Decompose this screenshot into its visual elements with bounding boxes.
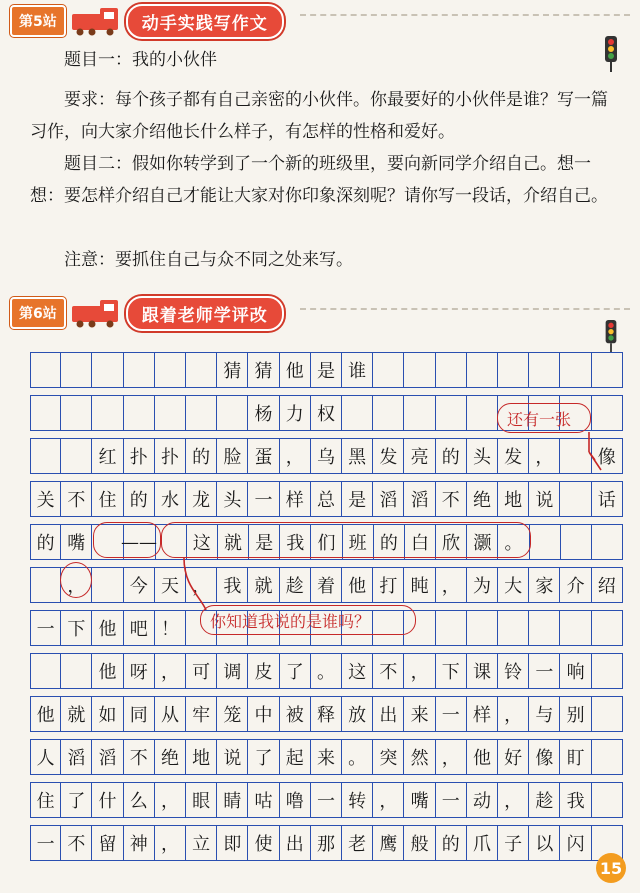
grid-cell: 可 [186, 654, 217, 688]
grid-cell: 留 [92, 826, 123, 860]
grid-cell: 他 [30, 697, 61, 731]
grid-row [30, 481, 623, 517]
grid-cell [592, 396, 623, 430]
grid-cell: 般 [404, 826, 435, 860]
grid-cell [124, 353, 155, 387]
grid-cell: 一 [30, 611, 61, 645]
grid-cell: 发 [373, 439, 404, 473]
grid-cell: 然 [404, 740, 435, 774]
grid-cell: 像 [529, 740, 560, 774]
grid-cell [61, 353, 92, 387]
grid-cell: 滔 [373, 482, 404, 516]
grid-cell: 出 [373, 697, 404, 731]
grid-cell: 来 [311, 740, 342, 774]
grid-cell [373, 396, 404, 430]
grid-cell: ， [373, 783, 404, 817]
grid-cell: 的 [374, 525, 405, 559]
grid-cell: 不 [436, 482, 467, 516]
track-divider [300, 14, 630, 22]
grid-cell: 一 [529, 654, 560, 688]
grid-cell: 样 [280, 482, 311, 516]
grid-cell: ， [404, 654, 435, 688]
grid-cell: 动 [467, 783, 498, 817]
grid-cell [592, 611, 623, 645]
grid-cell: 盹 [404, 568, 435, 602]
grid-cell [530, 525, 561, 559]
grid-cell [592, 654, 623, 688]
grid-cell: 以 [529, 826, 560, 860]
grid-cell [155, 353, 186, 387]
grid-cell: 欣 [436, 525, 467, 559]
grid-cell: 老 [342, 826, 373, 860]
grid-cell: 立 [186, 826, 217, 860]
grid-row [30, 567, 623, 603]
grid-cell: 一 [436, 697, 467, 731]
grid-cell: 说 [529, 482, 560, 516]
station6-banner [10, 296, 284, 330]
grid-cell: 笼 [217, 697, 248, 731]
grid-cell: 嘴 [404, 783, 435, 817]
station6-label: 第6站 [10, 297, 66, 329]
grid-cell: 爪 [467, 826, 498, 860]
grid-cell: 发 [498, 439, 529, 473]
grid-cell: ， [498, 783, 529, 817]
grid-cell: 我 [280, 525, 311, 559]
grid-cell [61, 654, 92, 688]
grid-cell: 白 [405, 525, 436, 559]
grid-cell [30, 654, 61, 688]
grid-cell: 一 [436, 783, 467, 817]
grid-cell: 权 [311, 396, 342, 430]
grid-cell: 滔 [61, 740, 92, 774]
grid-cell: 红 [92, 439, 123, 473]
grid-cell [217, 396, 248, 430]
grid-cell: 不 [124, 740, 155, 774]
grid-cell: ， [280, 439, 311, 473]
station5-banner [10, 4, 284, 38]
grid-cell: 趁 [280, 568, 311, 602]
grid-cell [92, 353, 123, 387]
grid-cell [560, 353, 591, 387]
grid-cell: 了 [280, 654, 311, 688]
grid-cell: 今 [124, 568, 155, 602]
grid-cell: 出 [280, 826, 311, 860]
grid-cell [592, 697, 623, 731]
grid-cell: 不 [373, 654, 404, 688]
grid-cell: 我 [560, 783, 591, 817]
grid-cell: ， [61, 568, 92, 602]
grid-cell: 课 [467, 654, 498, 688]
grid-cell: 咕 [248, 783, 279, 817]
grid-cell: 打 [373, 568, 404, 602]
grid-cell [592, 353, 623, 387]
grid-cell: 头 [467, 439, 498, 473]
grid-cell: ， [436, 568, 467, 602]
grid-cell [467, 353, 498, 387]
grid-cell: 猜 [248, 353, 279, 387]
grid-cell: 他 [92, 654, 123, 688]
grid-cell: 。 [342, 740, 373, 774]
topic1-requirement: 要求：每个孩子都有自己亲密的小伙伴。你最要好的小伙伴是谁？写一篇习作，向大家介绍他长什么样子，有怎样的性格和爱好。 [30, 90, 608, 142]
grid-cell: 他 [280, 353, 311, 387]
grid-cell [404, 396, 435, 430]
grid-cell: 天 [155, 568, 186, 602]
grid-cell: 不 [61, 826, 92, 860]
grid-cell: 他 [92, 611, 123, 645]
grid-cell: 住 [92, 482, 123, 516]
grid-cell [186, 396, 217, 430]
grid-cell: 就 [248, 568, 279, 602]
grid-cell: 地 [186, 740, 217, 774]
grid-cell: 好 [498, 740, 529, 774]
grid-cell [30, 396, 61, 430]
grid-cell: 了 [248, 740, 279, 774]
grid-cell: 不 [61, 482, 92, 516]
grid-row [30, 782, 623, 818]
grid-cell: 是 [311, 353, 342, 387]
grid-cell [61, 396, 92, 430]
grid-row [30, 825, 623, 861]
annotation-circle [60, 562, 92, 598]
grid-cell [124, 396, 155, 430]
grid-cell: 么 [124, 783, 155, 817]
grid-cell: 的 [186, 439, 217, 473]
grid-cell [92, 396, 123, 430]
connector-line-icon [180, 556, 220, 612]
grid-cell: 家 [529, 568, 560, 602]
grid-cell: 一 [248, 482, 279, 516]
grid-cell: 一 [30, 826, 61, 860]
grid-cell: 如 [92, 697, 123, 731]
grid-cell: 介 [560, 568, 591, 602]
grid-cell: 这 [187, 525, 218, 559]
grid-cell [30, 568, 61, 602]
grid-cell [592, 525, 623, 559]
grid-cell: 睛 [217, 783, 248, 817]
grid-cell: 吧 [124, 611, 155, 645]
grid-cell: 的 [30, 525, 61, 559]
grid-cell: 嘴 [61, 525, 92, 559]
grid-row [30, 438, 623, 474]
grid-cell: 噜 [280, 783, 311, 817]
page-number: 15 [596, 853, 626, 883]
grid-cell [498, 353, 529, 387]
grid-cell: ， [155, 826, 186, 860]
grid-cell [404, 353, 435, 387]
grid-cell: 使 [248, 826, 279, 860]
grid-row [30, 653, 623, 689]
grid-cell: 调 [217, 654, 248, 688]
traffic-light-icon [604, 320, 618, 354]
grid-cell [561, 525, 592, 559]
grid-cell: 盯 [560, 740, 591, 774]
grid-row [30, 352, 623, 388]
station5-label: 第5站 [10, 5, 66, 37]
train-icon [70, 6, 122, 36]
grid-cell: 脸 [217, 439, 248, 473]
grid-cell: 眼 [186, 783, 217, 817]
grid-cell [436, 611, 467, 645]
grid-cell: —— [124, 525, 156, 559]
grid-cell: 水 [155, 482, 186, 516]
grid-cell: 绍 [592, 568, 623, 602]
grid-cell: 同 [124, 697, 155, 731]
grid-cell: 力 [280, 396, 311, 430]
grid-cell: 杨 [248, 396, 279, 430]
grid-cell: 那 [311, 826, 342, 860]
grid-cell: 起 [280, 740, 311, 774]
grid-cell: 一 [311, 783, 342, 817]
grid-cell [529, 353, 560, 387]
grid-cell: 地 [498, 482, 529, 516]
teacher-note: 还有一张 [507, 410, 572, 429]
station6-title: 跟着老师学评改 [126, 296, 284, 331]
grid-cell: 滔 [404, 482, 435, 516]
grid-cell: ， [529, 439, 560, 473]
grid-cell: 别 [560, 697, 591, 731]
track-divider [300, 308, 630, 316]
grid-cell: 像 [592, 439, 623, 473]
grid-cell: ， [186, 568, 217, 602]
grid-cell: 这 [342, 654, 373, 688]
grid-cell [467, 611, 498, 645]
grid-cell: 扑 [155, 439, 186, 473]
grid-cell [186, 353, 217, 387]
grid-cell: 中 [248, 697, 279, 731]
grid-cell: 响 [560, 654, 591, 688]
grid-cell: 样 [467, 697, 498, 731]
grid-cell: 话 [592, 482, 623, 516]
topic1-title: 题目一：我的小伙伴 [64, 50, 217, 70]
grid-cell: 被 [280, 697, 311, 731]
grid-cell: 铃 [498, 654, 529, 688]
grid-cell: 来 [404, 697, 435, 731]
grid-row [30, 739, 623, 775]
grid-cell [61, 439, 92, 473]
grid-cell [592, 783, 623, 817]
train-icon [70, 298, 122, 328]
station5-title: 动手实践写作文 [126, 4, 284, 39]
grid-cell: 了 [61, 783, 92, 817]
grid-cell [155, 396, 186, 430]
grid-cell [529, 611, 560, 645]
grid-cell: 着 [311, 568, 342, 602]
grid-cell: 黑 [342, 439, 373, 473]
grid-cell: 的 [436, 439, 467, 473]
grid-cell: 的 [436, 826, 467, 860]
grid-cell: 释 [311, 697, 342, 731]
grid-cell: 他 [467, 740, 498, 774]
grid-cell: 人 [30, 740, 61, 774]
grid-cell [373, 353, 404, 387]
grid-cell [560, 482, 591, 516]
grid-cell: 趁 [529, 783, 560, 817]
grid-cell: 猜 [217, 353, 248, 387]
grid-cell: ， [155, 783, 186, 817]
grid-cell: 是 [342, 482, 373, 516]
grid-cell: 就 [218, 525, 249, 559]
grid-cell: 灏 [467, 525, 498, 559]
grid-cell: 突 [373, 740, 404, 774]
grid-cell: 谁 [342, 353, 373, 387]
grid-cell: 即 [217, 826, 248, 860]
grid-cell: 下 [436, 654, 467, 688]
grid-cell: 扑 [124, 439, 155, 473]
grid-cell [436, 353, 467, 387]
insert-mark-icon [585, 430, 605, 472]
grid-cell: 亮 [404, 439, 435, 473]
grid-cell [560, 611, 591, 645]
grid-cell: 的 [124, 482, 155, 516]
grid-cell: 下 [61, 611, 92, 645]
teacher-note: 你知道我说的是谁吗？ [210, 612, 371, 631]
grid-cell: 绝 [467, 482, 498, 516]
topic2-note: 注意：要抓住自己与众不同之处来写。 [64, 250, 353, 270]
grid-cell [592, 740, 623, 774]
grid-cell: 就 [61, 697, 92, 731]
grid-cell: 总 [311, 482, 342, 516]
annotation-box [93, 522, 161, 558]
topic2-text: 题目二：假如你转学到了一个新的班级里，要向新同学介绍自己。想一想：要怎样介绍自己才能让大家对你印象深刻呢？请你写一段话，介绍自己。 [30, 154, 608, 206]
grid-cell: 。 [498, 525, 529, 559]
grid-cell: 说 [217, 740, 248, 774]
grid-cell: 龙 [186, 482, 217, 516]
grid-cell: 住 [30, 783, 61, 817]
grid-cell: 从 [155, 697, 186, 731]
annotation-box [161, 522, 531, 558]
grid-cell: 放 [342, 697, 373, 731]
grid-cell [30, 353, 61, 387]
grid-cell: 与 [529, 697, 560, 731]
grid-cell: 皮 [248, 654, 279, 688]
grid-cell: 关 [30, 482, 61, 516]
grid-cell: 乌 [311, 439, 342, 473]
grid-cell [467, 396, 498, 430]
grid-cell: 呀 [124, 654, 155, 688]
grid-cell: 我 [217, 568, 248, 602]
grid-cell: ， [155, 654, 186, 688]
grid-cell [436, 396, 467, 430]
grid-cell: 头 [217, 482, 248, 516]
grid-cell: 。 [311, 654, 342, 688]
grid-cell: 为 [467, 568, 498, 602]
grid-cell: 蛋 [248, 439, 279, 473]
grid-cell: 什 [92, 783, 123, 817]
grid-cell [498, 611, 529, 645]
grid-cell: ， [436, 740, 467, 774]
grid-cell [30, 439, 61, 473]
grid-cell: 是 [249, 525, 280, 559]
grid-cell: 牢 [186, 697, 217, 731]
grid-cell: 大 [498, 568, 529, 602]
grid-cell [92, 568, 123, 602]
grid-cell: ！ [155, 611, 186, 645]
grid-cell: 神 [124, 826, 155, 860]
grid-cell: 滔 [92, 740, 123, 774]
grid-cell: 绝 [155, 740, 186, 774]
grid-cell: 闪 [560, 826, 591, 860]
grid-cell: 转 [342, 783, 373, 817]
grid-cell: ， [498, 697, 529, 731]
grid-cell [342, 396, 373, 430]
grid-cell: 他 [342, 568, 373, 602]
grid-cell: 子 [498, 826, 529, 860]
grid-cell: 鹰 [373, 826, 404, 860]
grid-cell: 班 [343, 525, 374, 559]
grid-row [30, 696, 623, 732]
grid-cell: 们 [311, 525, 342, 559]
